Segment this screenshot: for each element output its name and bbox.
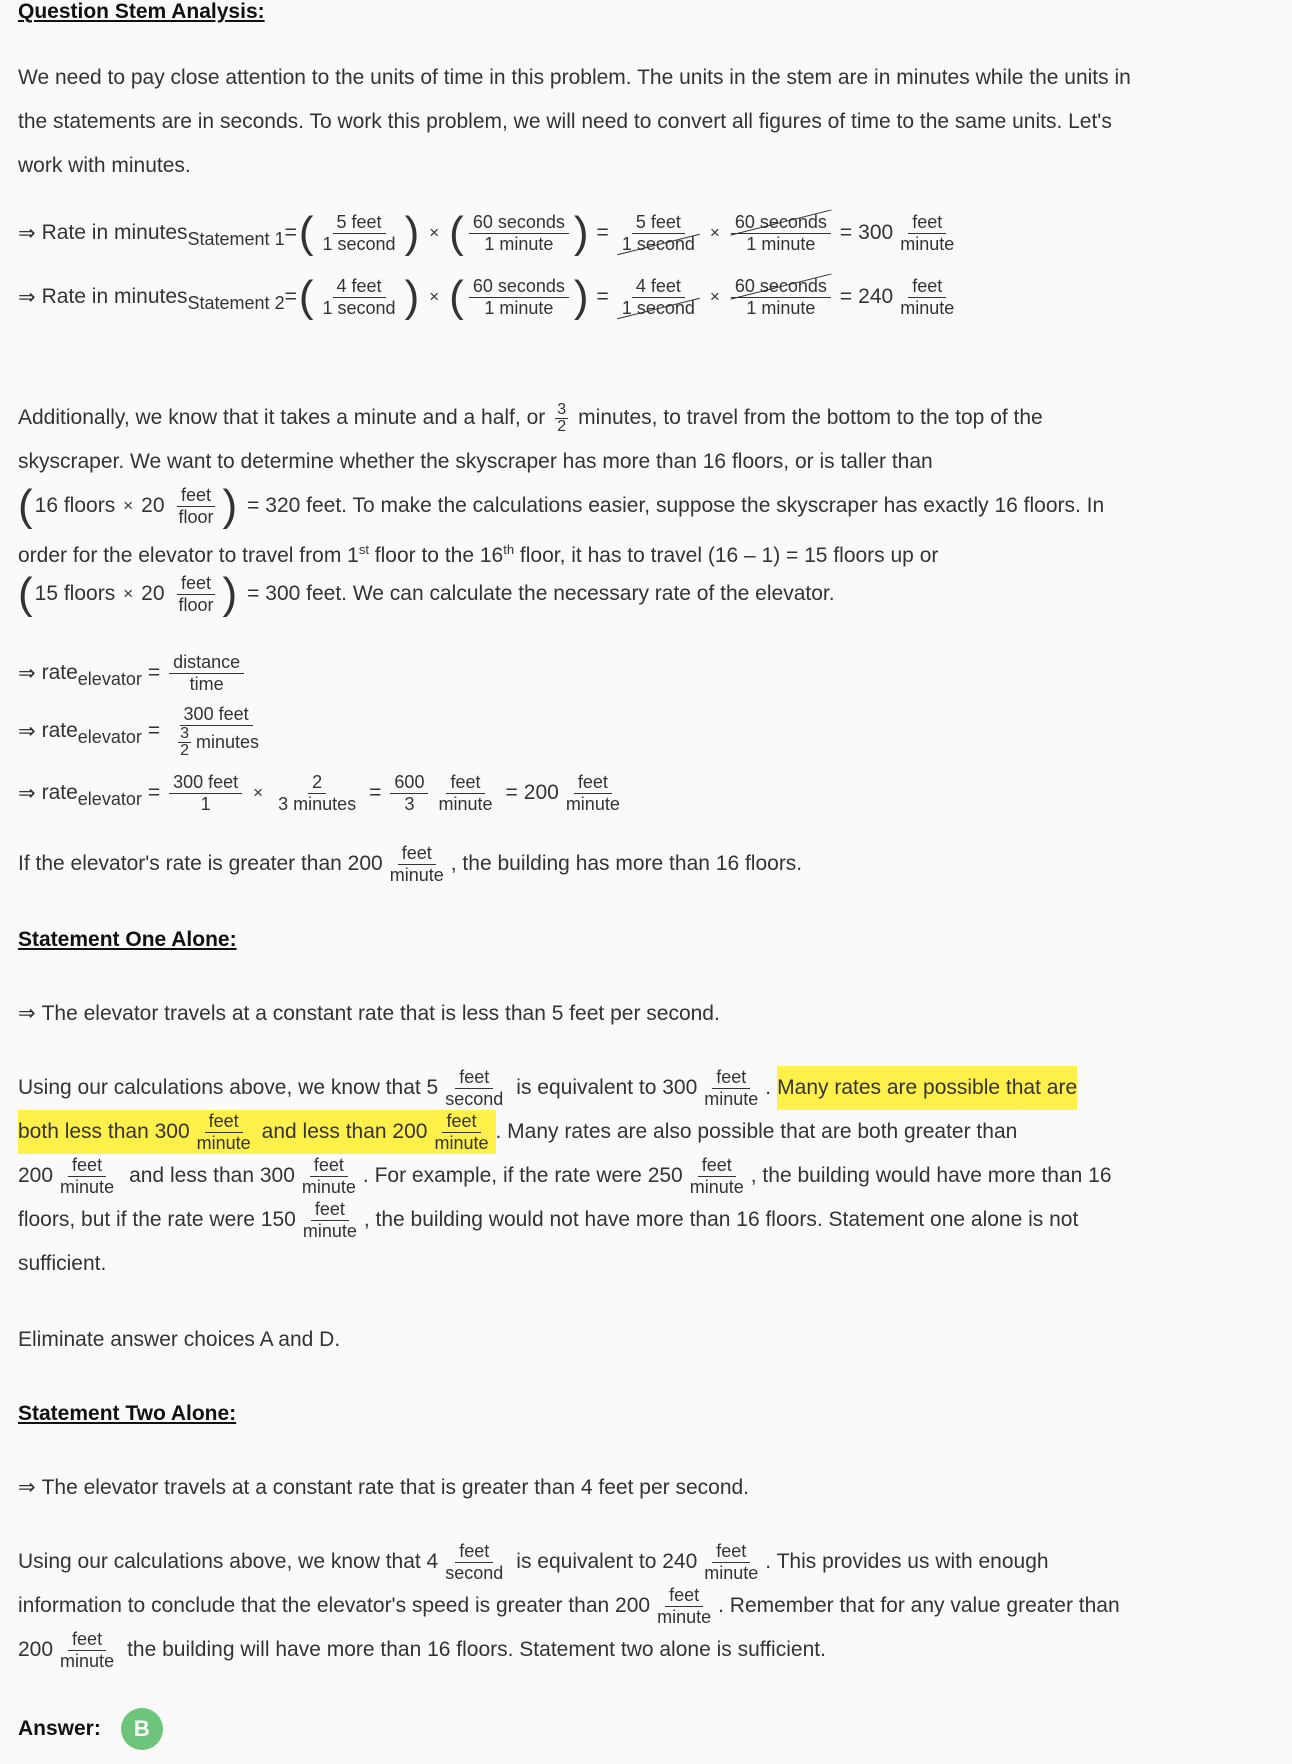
paren-close: ) bbox=[573, 272, 589, 321]
text: rate bbox=[41, 661, 78, 684]
equals: = bbox=[284, 285, 297, 308]
equals: = bbox=[147, 661, 161, 684]
numerator: feet bbox=[908, 212, 946, 234]
denominator: floor bbox=[178, 594, 214, 615]
denominator: 2 bbox=[180, 741, 190, 759]
numerator: feet bbox=[310, 1155, 348, 1177]
equals: = bbox=[284, 221, 297, 244]
numerator: feet bbox=[698, 1155, 736, 1177]
text: 200 bbox=[18, 1164, 54, 1187]
paragraph-line bbox=[18, 1110, 1268, 1154]
denominator: 1 minute bbox=[484, 297, 554, 318]
text: Using our calculations above, we know that 4 bbox=[18, 1550, 439, 1573]
text: is equivalent to 300 bbox=[516, 1076, 698, 1099]
numerator: 5 feet bbox=[632, 212, 685, 234]
numerator: feet bbox=[665, 1585, 703, 1607]
conversion-statement-1 bbox=[18, 206, 1268, 260]
conversion-statement-2 bbox=[18, 270, 1268, 324]
times: × bbox=[429, 287, 440, 306]
rate-equation-3 bbox=[18, 770, 1268, 816]
denominator: minute bbox=[900, 233, 955, 254]
fraction bbox=[56, 1629, 118, 1672]
denominator bbox=[169, 726, 263, 759]
answer-badge: B bbox=[121, 1708, 163, 1750]
implies-arrow: ⇒ bbox=[18, 781, 36, 805]
denominator: minute bbox=[900, 297, 955, 318]
denominator: 1 bbox=[200, 793, 211, 814]
denominator: 1 minute bbox=[484, 233, 554, 254]
highlighted-text: Many rates are possible that are bbox=[777, 1066, 1077, 1110]
denominator: minute bbox=[565, 793, 620, 814]
denominator: minute bbox=[196, 1132, 251, 1153]
denominator: minute bbox=[389, 864, 444, 885]
fraction bbox=[169, 704, 263, 759]
fraction bbox=[441, 1541, 507, 1584]
statement-two-text bbox=[18, 1466, 1268, 1510]
text: . bbox=[765, 1076, 772, 1099]
times: × bbox=[709, 223, 720, 242]
numerator: feet bbox=[455, 1067, 493, 1089]
fraction bbox=[562, 772, 624, 815]
cancelled-denominator: 1 second bbox=[618, 234, 699, 255]
fraction bbox=[434, 772, 496, 815]
equals: = bbox=[596, 221, 609, 244]
numerator: feet bbox=[68, 1155, 106, 1177]
fraction bbox=[169, 652, 244, 695]
times: × bbox=[123, 496, 134, 515]
paragraph-line: skyscraper. We want to determine whether the skyscraper has more than 16 floors, or is taller than bbox=[18, 450, 933, 473]
equals: = bbox=[596, 285, 609, 308]
fraction bbox=[700, 1067, 762, 1110]
numerator: feet bbox=[455, 1541, 493, 1563]
text: floor, it has to travel (16 – 1) = 15 floors up or bbox=[514, 544, 939, 567]
paren-close: ) bbox=[404, 272, 420, 321]
fraction bbox=[896, 276, 958, 319]
text: information to conclude that the elevator's speed is greater than 200 bbox=[18, 1594, 651, 1617]
cancelled-denominator: 1 second bbox=[618, 298, 699, 319]
denominator: minute bbox=[434, 1132, 489, 1153]
fraction bbox=[731, 276, 831, 319]
equals: = bbox=[505, 781, 518, 804]
result-value: 300 bbox=[858, 221, 894, 244]
text: 20 bbox=[141, 494, 165, 517]
denominator: minute bbox=[301, 1176, 356, 1197]
numerator: feet bbox=[398, 843, 436, 865]
skyscraper-paragraph bbox=[18, 396, 1268, 616]
rate-equation-1 bbox=[18, 650, 1268, 696]
paren-open: ( bbox=[449, 272, 464, 321]
denominator: 1 second bbox=[322, 297, 396, 318]
subscript: elevator bbox=[77, 726, 142, 747]
equals: = bbox=[839, 285, 853, 308]
answer-label: Answer: bbox=[18, 1717, 101, 1740]
text: 200 bbox=[18, 1638, 54, 1661]
fraction bbox=[169, 772, 242, 815]
denominator: 3 minutes bbox=[278, 793, 357, 814]
numerator: feet bbox=[311, 1199, 349, 1221]
text: . This provides us with enough bbox=[765, 1550, 1049, 1573]
paragraph-line bbox=[18, 396, 1268, 440]
eliminate-text: Eliminate answer choices A and D. bbox=[18, 1328, 341, 1351]
rate-label: Rate in minutes bbox=[41, 221, 188, 244]
paragraph-line bbox=[18, 528, 1268, 572]
text: , the building would have more than 16 bbox=[750, 1164, 1112, 1187]
implies-arrow: ⇒ bbox=[18, 1002, 36, 1025]
statement-one-analysis bbox=[18, 1066, 1268, 1286]
numerator: feet bbox=[177, 485, 215, 507]
cancelled-numerator: 60 seconds bbox=[731, 276, 831, 298]
implies-arrow: ⇒ bbox=[18, 221, 36, 245]
text: minutes, to travel from the bottom to the top of the bbox=[578, 406, 1043, 429]
equals: = bbox=[369, 781, 382, 804]
paragraph-line bbox=[18, 1540, 1268, 1584]
fraction bbox=[469, 276, 569, 319]
text: 15 floors bbox=[34, 582, 116, 605]
denominator: 3 bbox=[404, 793, 415, 814]
paragraph-line bbox=[18, 1154, 1268, 1198]
paragraph-line bbox=[18, 1198, 1268, 1242]
fraction bbox=[430, 1111, 492, 1154]
statement-two-heading: Statement Two Alone: bbox=[18, 1402, 237, 1425]
text: is equivalent to 240 bbox=[516, 1550, 698, 1573]
text: order for the elevator to travel from 1 bbox=[18, 544, 359, 567]
text: = 300 feet. We can calculate the necessary rate of the elevator. bbox=[247, 582, 835, 605]
times: × bbox=[123, 584, 134, 603]
fraction bbox=[618, 276, 699, 319]
fraction bbox=[274, 772, 360, 815]
denominator: minute bbox=[704, 1562, 759, 1583]
paren-open: ( bbox=[18, 569, 33, 618]
statement-one-heading: Statement One Alone: bbox=[18, 928, 237, 951]
intro-line: We need to pay close attention to the units of time in this problem. The units in the stem are in minutes while the units in bbox=[18, 66, 1131, 89]
superscript: th bbox=[503, 542, 515, 557]
text: . Many rates are also possible that are both greater than bbox=[495, 1120, 1018, 1143]
denominator: minute bbox=[438, 793, 493, 814]
paren-close: ) bbox=[222, 569, 238, 618]
text: 200 bbox=[523, 781, 559, 804]
paragraph-line bbox=[18, 1628, 1268, 1672]
numerator: feet bbox=[442, 1111, 480, 1133]
subscript: elevator bbox=[77, 668, 142, 689]
fraction bbox=[618, 212, 699, 255]
implies-arrow: ⇒ bbox=[18, 1476, 36, 1499]
numerator: feet bbox=[908, 276, 946, 298]
paren-open: ( bbox=[449, 208, 464, 257]
fraction bbox=[319, 212, 400, 255]
fraction bbox=[653, 1585, 715, 1628]
text: Using our calculations above, we know that 5 bbox=[18, 1076, 439, 1099]
denominator: time bbox=[189, 673, 224, 694]
text: floors, but if the rate were 150 bbox=[18, 1208, 296, 1231]
text: , the building would not have more than 16 floors. Statement one alone is not bbox=[363, 1208, 1079, 1231]
denominator: 2 bbox=[557, 417, 567, 435]
paragraph-line bbox=[18, 569, 1268, 618]
equals: = bbox=[839, 221, 853, 244]
numerator: 4 feet bbox=[632, 276, 685, 298]
numerator: feet bbox=[177, 573, 215, 595]
denominator: 1 minute bbox=[746, 297, 816, 318]
fraction bbox=[441, 1067, 507, 1110]
highlighted-text bbox=[18, 1110, 496, 1154]
numerator: 3 bbox=[557, 400, 567, 418]
numerator: 300 feet bbox=[169, 772, 242, 794]
numerator: 60 seconds bbox=[469, 276, 569, 298]
fraction bbox=[390, 772, 428, 815]
numerator: feet bbox=[712, 1067, 750, 1089]
text: The elevator travels at a constant rate that is greater than 4 feet per second. bbox=[41, 1476, 750, 1499]
intro-paragraph bbox=[18, 56, 1268, 188]
fraction bbox=[299, 1199, 361, 1242]
text: . For example, if the rate were 250 bbox=[362, 1164, 683, 1187]
denominator: minute bbox=[704, 1088, 759, 1109]
numerator: 5 feet bbox=[333, 212, 386, 234]
statement-two-analysis bbox=[18, 1540, 1268, 1672]
statement-subscript: Statement 1 bbox=[187, 228, 285, 249]
fraction bbox=[896, 212, 958, 255]
fraction bbox=[175, 573, 218, 616]
text: minutes bbox=[196, 731, 260, 752]
answer-row bbox=[18, 1706, 1268, 1752]
numerator: feet bbox=[68, 1629, 106, 1651]
rate-equation-2 bbox=[18, 700, 1268, 762]
numerator: 300 feet bbox=[180, 704, 253, 726]
numerator: 60 seconds bbox=[469, 212, 569, 234]
times: × bbox=[253, 783, 264, 802]
stem-heading: Question Stem Analysis: bbox=[18, 0, 265, 23]
fraction bbox=[298, 1155, 360, 1198]
implies-arrow: ⇒ bbox=[18, 719, 36, 743]
numerator: feet bbox=[712, 1541, 750, 1563]
paren-open: ( bbox=[298, 208, 314, 257]
fraction bbox=[469, 212, 569, 255]
text: and less than 300 bbox=[129, 1164, 295, 1187]
paren-close: ) bbox=[404, 208, 420, 257]
denominator: floor bbox=[178, 506, 214, 527]
denominator: second bbox=[445, 1088, 504, 1109]
fraction bbox=[731, 212, 831, 255]
equals: = bbox=[147, 781, 161, 804]
text: both less than 300 bbox=[18, 1120, 190, 1143]
fraction bbox=[386, 843, 448, 886]
denominator: 1 second bbox=[322, 233, 396, 254]
numerator: 4 feet bbox=[333, 276, 386, 298]
cancelled-numerator: 60 seconds bbox=[731, 212, 831, 234]
paragraph-line: sufficient. bbox=[18, 1252, 107, 1275]
fraction bbox=[175, 485, 218, 528]
numerator: distance bbox=[169, 652, 244, 674]
implies-arrow: ⇒ bbox=[18, 661, 36, 685]
fraction bbox=[319, 276, 400, 319]
denominator: minute bbox=[60, 1176, 115, 1197]
text: . Remember that for any value greater than bbox=[718, 1594, 1120, 1617]
text: 16 floors bbox=[34, 494, 116, 517]
fraction bbox=[553, 402, 570, 435]
denominator: minute bbox=[657, 1606, 712, 1627]
fraction bbox=[193, 1111, 255, 1154]
paren-open: ( bbox=[18, 481, 33, 530]
text: rate bbox=[41, 781, 78, 804]
statement-one-text bbox=[18, 992, 1268, 1036]
numerator: 2 bbox=[308, 772, 326, 794]
implies-arrow: ⇒ bbox=[18, 285, 36, 309]
intro-line: the statements are in seconds. To work this problem, we will need to convert all figures of time to the same units. Let's bbox=[18, 110, 1112, 133]
intro-line: work with minutes. bbox=[18, 154, 191, 177]
statement-subscript: Statement 2 bbox=[187, 292, 285, 313]
fraction bbox=[56, 1155, 118, 1198]
text: 20 bbox=[141, 582, 165, 605]
fraction bbox=[700, 1541, 762, 1584]
condition-paragraph bbox=[18, 842, 1268, 886]
superscript: st bbox=[358, 542, 369, 557]
numerator: 600 bbox=[390, 772, 428, 794]
text: = 320 feet. To make the calculations easier, suppose the skyscraper has exactly 16 floors. In bbox=[247, 494, 1105, 517]
numerator: 3 bbox=[180, 724, 190, 742]
text: rate bbox=[41, 719, 78, 742]
text: Additionally, we know that it takes a minute and a half, or bbox=[18, 406, 546, 429]
denominator: minute bbox=[302, 1220, 357, 1241]
equals: = bbox=[147, 719, 161, 742]
numerator: feet bbox=[446, 772, 484, 794]
numerator: feet bbox=[205, 1111, 243, 1133]
text: floor to the 16 bbox=[368, 544, 504, 567]
times: × bbox=[429, 223, 440, 242]
denominator: second bbox=[445, 1562, 504, 1583]
fraction bbox=[686, 1155, 748, 1198]
denominator: minute bbox=[689, 1176, 744, 1197]
paragraph-line bbox=[18, 1584, 1268, 1628]
paren-close: ) bbox=[573, 208, 589, 257]
numerator: feet bbox=[574, 772, 612, 794]
text: and less than 200 bbox=[261, 1120, 428, 1143]
text: , the building has more than 16 floors. bbox=[450, 852, 803, 875]
result-value: 240 bbox=[858, 285, 894, 308]
text: the building will have more than 16 floors. Statement two alone is sufficient. bbox=[127, 1638, 826, 1661]
fraction bbox=[176, 726, 193, 759]
times: × bbox=[709, 287, 720, 306]
denominator: minute bbox=[60, 1650, 115, 1671]
text: The elevator travels at a constant rate that is less than 5 feet per second. bbox=[41, 1002, 720, 1025]
paren-open: ( bbox=[298, 272, 314, 321]
rate-label: Rate in minutes bbox=[41, 285, 188, 308]
denominator: 1 minute bbox=[746, 233, 816, 254]
paragraph-line bbox=[18, 1066, 1268, 1110]
paren-close: ) bbox=[222, 481, 238, 530]
text: If the elevator's rate is greater than 200 bbox=[18, 852, 383, 875]
subscript: elevator bbox=[77, 788, 142, 809]
paragraph-line bbox=[18, 481, 1268, 530]
